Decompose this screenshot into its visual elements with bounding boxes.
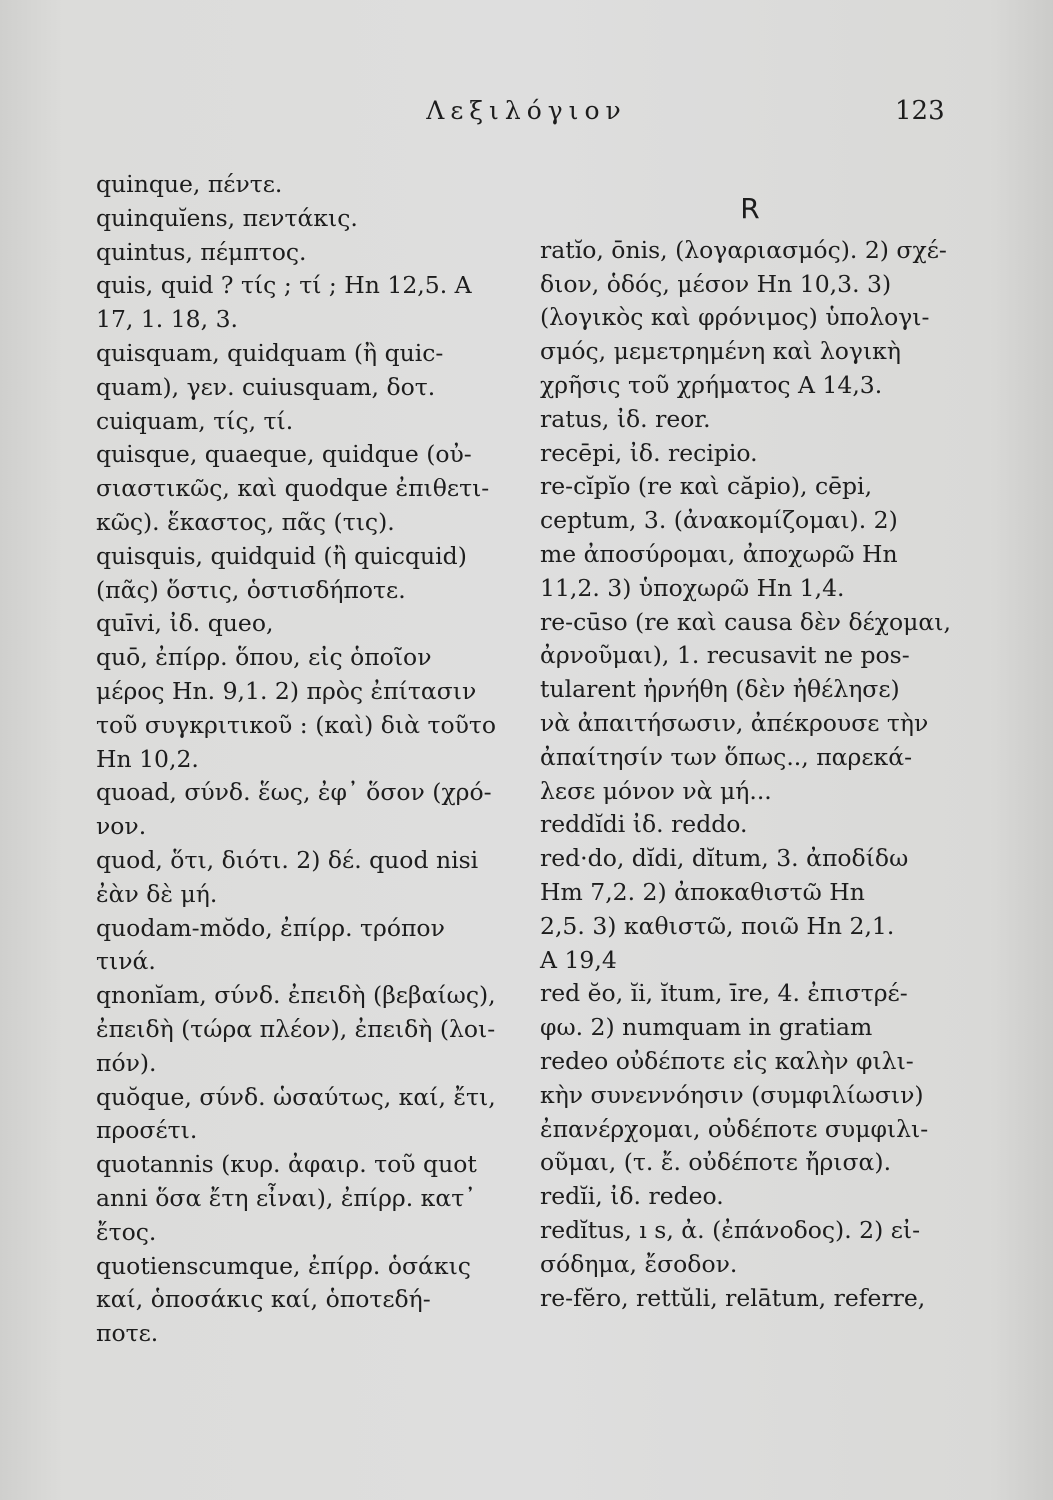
entry-line: χρῆσις τοῦ χρήματος A 14,3.	[540, 370, 883, 399]
entry-line: σιαστικῶς, καὶ quodque ἐπιθετι-	[96, 474, 490, 503]
entry-line: σόδημα, ἔσοδον.	[540, 1249, 738, 1278]
dictionary-entry	[96, 1081, 516, 1149]
dictionary-entry	[96, 776, 516, 844]
entry-line: anni ὅσα ἔτη εἶναι), ἐπίρρ. κατ᾽	[96, 1183, 476, 1212]
entry-line: quoad, σύνδ. ἕως, ἐφ᾽ ὅσον (χρό-	[96, 778, 492, 807]
dictionary-entry	[96, 641, 516, 776]
entry-line: ceptum, 3. (ἀνακομίζομαι). 2)	[540, 506, 898, 535]
entry-line: quisquis, quidquid (ἢ quicquid)	[96, 541, 467, 570]
entry-line: 2,5. 3) καθιστῶ, ποιῶ Hn 2,1.	[540, 911, 895, 940]
entry-line: re-cĭpĭo (re καὶ căpio), cēpi,	[540, 472, 873, 501]
dictionary-entry	[540, 1214, 960, 1282]
entry-line: quisque, quaeque, quidque (οὐ-	[96, 440, 472, 469]
dictionary-entry	[96, 202, 516, 236]
dictionary-entry	[96, 540, 516, 608]
dictionary-entry	[96, 912, 516, 980]
entry-line: σμός, μεμετρημένη καὶ λογικὴ	[540, 337, 901, 366]
entry-line: μέρος Hn. 9,1. 2) πρὸς ἐπίτασιν	[96, 676, 477, 705]
entry-line: quīvi, ἰδ. queo,	[96, 609, 274, 638]
dictionary-entry	[96, 607, 516, 641]
entry-line: reddĭdi ἰδ. reddo.	[540, 810, 748, 839]
entry-line: κῶς). ἕκαστος, πᾶς (τις).	[96, 507, 395, 536]
dictionary-entry	[540, 403, 960, 437]
entry-line: quotannis (κυρ. ἀφαιρ. τοῦ quot	[96, 1150, 477, 1179]
entry-line: 11,2. 3) ὑποχωρῶ Hn 1,4.	[540, 573, 845, 602]
entry-line: redĭtus, ı s, ἀ. (ἐπάνοδος). 2) εἰ-	[540, 1215, 921, 1244]
dictionary-entry	[96, 844, 516, 912]
dictionary-entry	[96, 1148, 516, 1249]
dictionary-entry	[540, 842, 960, 977]
entry-line: πόν).	[96, 1048, 157, 1077]
dictionary-entry	[540, 606, 960, 809]
entry-line: φω. 2) numquam in gratiam	[540, 1013, 873, 1042]
entry-line: quō, ἐπίρρ. ὅπου, εἰς ὁποῖον	[96, 643, 432, 672]
entry-line: (πᾶς) ὅστις, ὁστισδήποτε.	[96, 575, 406, 604]
entry-line: λεσε μόνον νὰ μή...	[540, 776, 772, 805]
entry-line: re-cūso (re καὶ causa δὲν δέχομαι,	[540, 607, 951, 636]
entry-line: Hm 7,2. 2) ἀποκαθιστῶ Hn	[540, 877, 865, 906]
entry-line: διον, ὁδός, μέσον Hn 10,3. 3)	[540, 269, 892, 298]
entry-line: 17, 1. 18, 3.	[96, 305, 238, 334]
right-column-entries	[540, 234, 960, 1316]
entry-line: quodam-mŏdo, ἐπίρρ. τρόπον	[96, 913, 445, 942]
dictionary-entry	[540, 234, 960, 403]
entry-line: νὰ ἀπαιτήσωσιν, ἀπέκρουσε τὴν	[540, 708, 929, 737]
dictionary-entry	[96, 438, 516, 539]
entry-line: ἐὰν δὲ μή.	[96, 879, 218, 908]
entry-line: quam), γεν. cuiusquam, δοτ.	[96, 372, 436, 401]
entry-line: quŏque, σύνδ. ὡσαύτως, καί, ἔτι,	[96, 1082, 496, 1111]
entry-line: ἀπαίτησίν των ὅπως.., παρεκά-	[540, 742, 913, 771]
entry-line: quinque, πέντε.	[96, 170, 283, 198]
entry-line: νον.	[96, 812, 147, 841]
entry-line: τοῦ συγκριτικοῦ : (καὶ) διὰ τοῦτο	[96, 710, 497, 739]
dictionary-entry	[540, 470, 960, 605]
entry-line: redĭi, ἰδ. redeo.	[540, 1182, 724, 1211]
entry-line: red ĕo, ĭi, ĭtum, īre, 4. ἐπιστρέ-	[540, 979, 908, 1008]
page-number: 123	[895, 96, 945, 126]
entry-line: quotienscumque, ἐπίρρ. ὁσάκις	[96, 1251, 471, 1280]
entry-line: redeo οὐδέποτε εἰς καλὴν φιλι-	[540, 1046, 914, 1075]
entry-line: καί, ὁποσάκις καί, ὁποτεδή-	[96, 1285, 431, 1314]
section-letter: R	[740, 192, 760, 225]
entry-line: ratĭo, ōnis, (λογαριασμός). 2) σχέ-	[540, 235, 947, 264]
entry-line: red·do, dĭdi, dĭtum, 3. ἀποδίδω	[540, 844, 909, 873]
dictionary-entry	[540, 437, 960, 471]
entry-line: quintus, πέμπτος.	[96, 237, 307, 266]
left-column	[96, 168, 516, 1351]
entry-line: ratus, ἰδ. reor.	[540, 404, 711, 433]
entry-line: ἐπανέρχομαι, οὐδέποτε συμφιλι-	[540, 1114, 929, 1143]
entry-line: tularent ἠρνήθη (δὲν ἠθέλησε)	[540, 675, 900, 704]
entry-line: προσέτι.	[96, 1116, 198, 1145]
entry-line: qnonĭam, σύνδ. ἐπειδὴ (βεβαίως),	[96, 981, 496, 1010]
entry-line: ποτε.	[96, 1319, 159, 1348]
entry-line: quod, ὅτι, διότι. 2) δέ. quod nisi	[96, 845, 479, 874]
dictionary-entry	[540, 977, 960, 1180]
dictionary-entry	[96, 1250, 516, 1351]
dictionary-entry	[96, 236, 516, 270]
dictionary-entry	[96, 337, 516, 438]
entry-line: recēpi, ἰδ. recipio.	[540, 438, 758, 467]
entry-line: A 19,4	[540, 945, 617, 974]
entry-line: re-fĕro, rettŭli, relātum, referre,	[540, 1283, 926, 1312]
dictionary-entry	[540, 1180, 960, 1214]
entry-line: quis, quid ? τίς ; τί ; Hn 12,5. A	[96, 271, 472, 300]
right-column	[540, 168, 960, 1315]
dictionary-entry	[96, 168, 516, 202]
dictionary-entry	[96, 979, 516, 1080]
entry-line: quinquĭens, πεντάκις.	[96, 203, 358, 232]
entry-line: (λογικὸς καὶ φρόνιμος) ὑπολογι-	[540, 303, 930, 332]
entry-line: cuiquam, τίς, τί.	[96, 406, 294, 435]
dictionary-entry	[540, 808, 960, 842]
entry-line: ἐπειδὴ (τώρα πλέον), ἐπειδὴ (λοι-	[96, 1014, 496, 1043]
entry-line: quisquam, quidquam (ἢ quic-	[96, 338, 444, 367]
dictionary-entry	[540, 1282, 960, 1316]
running-header-title: Λεξιλόγιον	[426, 96, 627, 125]
entry-line: κὴν συνεννόησιν (συμφιλίωσιν)	[540, 1080, 924, 1109]
entry-line: Hn 10,2.	[96, 744, 199, 773]
entry-line: οῦμαι, (τ. ἔ. οὐδέποτε ἤρισα).	[540, 1148, 892, 1177]
entry-line: ἀρνοῦμαι), 1. recusavit ne pos-	[540, 641, 910, 670]
entry-line: me ἀποσύρομαι, ἀποχωρῶ Hn	[540, 539, 898, 568]
dictionary-entry	[96, 269, 516, 337]
entry-line: ἔτος.	[96, 1217, 157, 1246]
entry-line: τινά.	[96, 947, 156, 976]
